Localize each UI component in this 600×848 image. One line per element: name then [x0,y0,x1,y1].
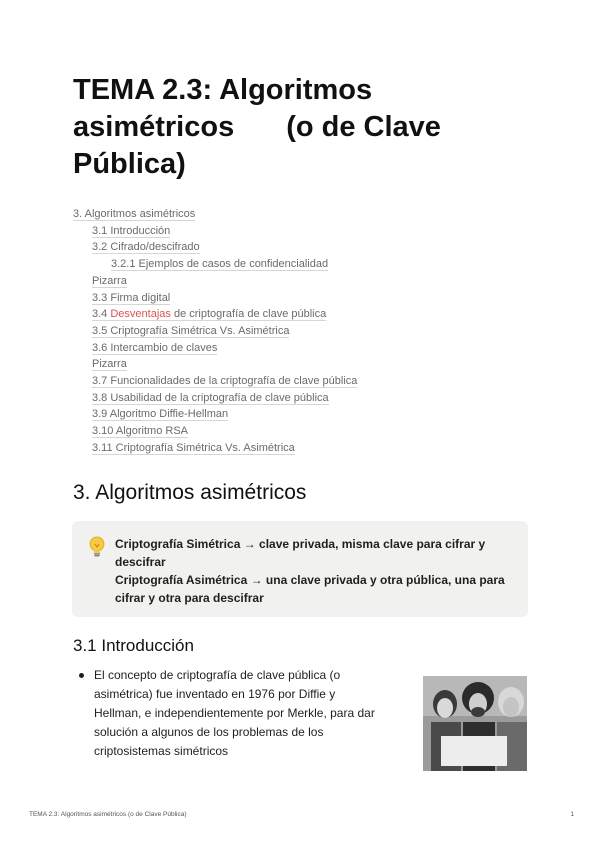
callout-text [115,535,515,607]
toc-link[interactable]: 3.11 Criptografía Simétrica Vs. Asimétrica [92,441,295,454]
toc-link[interactable]: 3.2.1 Ejemplos de casos de confidencialidad [111,258,329,271]
callout-line-1: Criptografía Simétrica → clave privada, misma clave para cifrar y descifrar [115,537,486,569]
footer-text: TEMA 2.3: Algoritmos asimétricos (o de Clave Pública) [29,811,187,818]
toc-item[interactable] [73,290,357,307]
toc-item[interactable] [73,440,357,457]
toc-link[interactable]: 3.8 Usabilidad de la criptografía de clave pública [92,391,329,404]
toc-link[interactable]: 3.10 Algoritmo RSA [92,425,188,438]
toc-item[interactable] [73,273,357,290]
title-line-3: Pública) [73,148,186,180]
toc-link[interactable]: 3. Algoritmos asimétricos [73,208,196,220]
bullet-text: El concepto de criptografía de clave pública (o asimétrica) fue inventado en 1976 por Diffie y Hellman, e independientemente por Merkle, para dar solución a algunos de los problemas de los criptosistemas simétricos [94,668,375,758]
toc-link-accent: Desventajas [110,308,171,321]
toc-item[interactable] [73,406,357,423]
toc-item[interactable] [73,423,357,440]
toc-item[interactable] [73,340,357,357]
toc-link[interactable]: 3.5 Criptografía Simétrica Vs. Asimétrica [92,324,290,337]
toc-link[interactable]: 3.9 Algoritmo Diffie-Hellman [92,408,229,421]
title-line-2b: (o de Clave [286,111,441,143]
toc-link-rest: de criptografía de clave pública [170,308,327,321]
title-line-2a: asimétricos [73,111,235,143]
toc-item[interactable] [73,390,357,407]
section-heading: 3. Algoritmos asimétricos [73,481,307,504]
toc-link[interactable]: Pizarra [92,358,127,371]
toc-item[interactable] [73,356,357,373]
callout-box [72,521,528,617]
list-item [79,666,379,761]
toc-link[interactable] [92,308,326,321]
toc-link[interactable]: 3.1 Introducción [92,224,171,237]
bullet-list [79,666,379,761]
toc-link[interactable]: 3.6 Intercambio de claves [92,341,218,354]
toc-link-prefix: 3.4 [92,308,111,321]
toc-item[interactable] [73,206,357,223]
title-line-1: TEMA 2.3: Algoritmos [73,74,373,106]
lightbulb-icon [88,536,106,558]
toc-item[interactable] [73,306,357,323]
toc-item[interactable] [73,373,357,390]
page-title [73,72,543,183]
table-of-contents [73,206,357,457]
toc-item[interactable] [73,239,357,256]
toc-item[interactable] [73,223,357,240]
callout-line-2: Criptografía Asimétrica → una clave privada y otra pública, una para cifrar y otra para descifrar [115,573,505,605]
toc-link[interactable]: 3.7 Funcionalidades de la criptografía de clave pública [92,375,358,388]
subsection-heading: 3.1 Introducción [73,636,194,655]
page-number: 1 [570,811,574,818]
toc-link[interactable]: Pizarra [92,274,127,287]
toc-link[interactable]: 3.2 Cifrado/descifrado [92,241,200,254]
toc-item[interactable] [73,323,357,340]
bullet-dot-icon [79,673,84,678]
page-footer [29,811,574,818]
photo-image [423,676,527,771]
toc-item[interactable] [73,256,357,273]
toc-link[interactable]: 3.3 Firma digital [92,291,171,304]
